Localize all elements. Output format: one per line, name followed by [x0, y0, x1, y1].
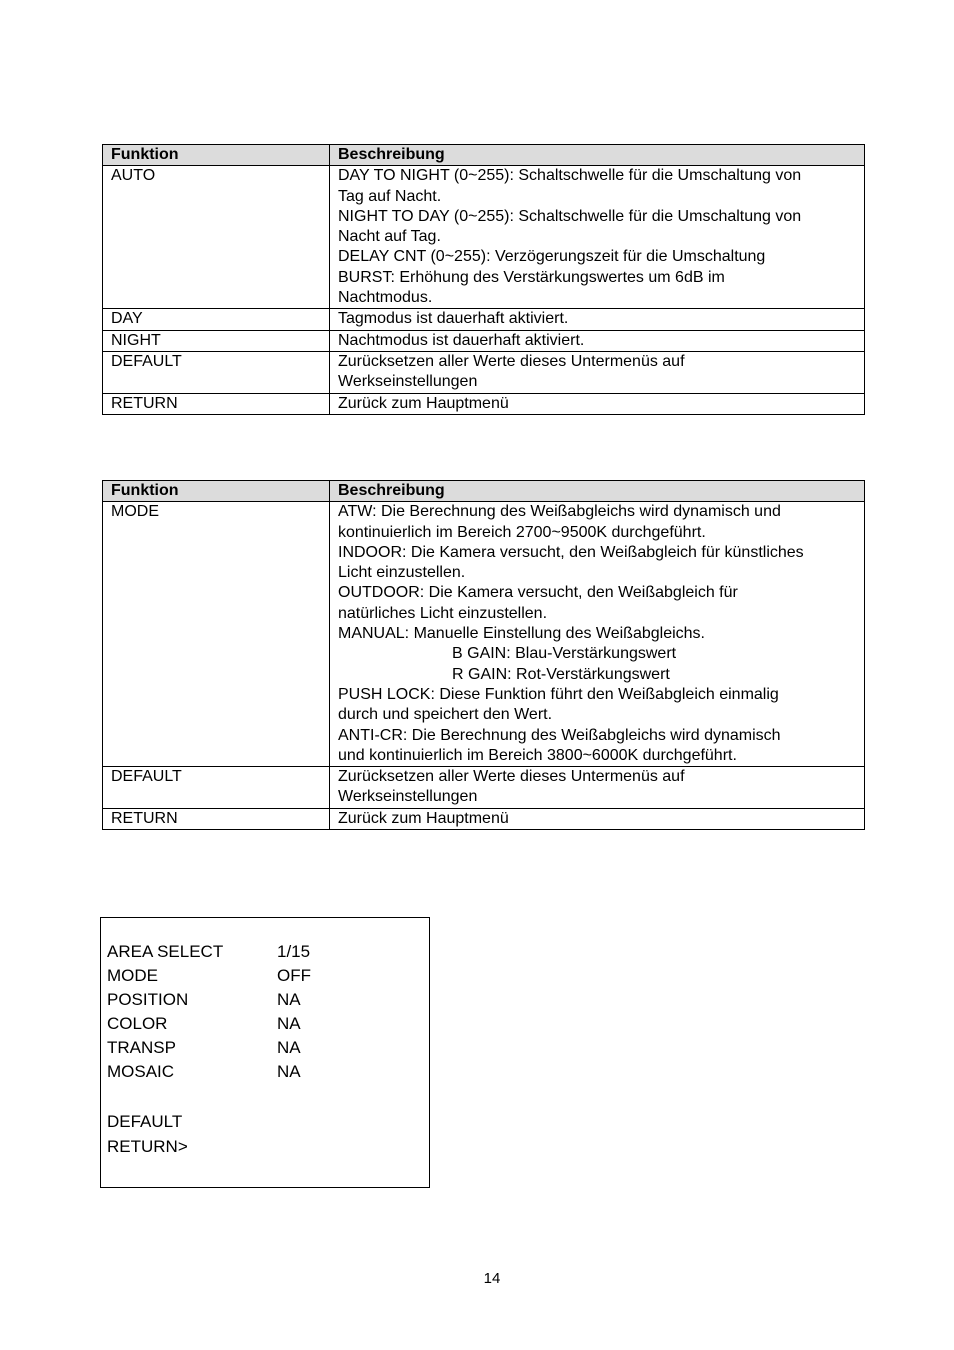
description-line: OUTDOOR: Die Kamera versucht, den Weißabgleich für [338, 584, 738, 602]
description-line: Tag auf Nacht. [338, 187, 442, 205]
description-line: kontinuierlich im Bereich 2700~9500K durchgeführt. [338, 523, 706, 541]
description-line: NIGHT TO DAY (0~255): Schaltschwelle für die Umschaltung von [338, 207, 802, 225]
cell-beschreibung [330, 767, 865, 809]
description-line: Zurücksetzen aller Werte dieses Untermenüs auf [338, 352, 685, 370]
description-line: Zurücksetzen aller Werte dieses Untermenüs auf [338, 768, 685, 786]
description-line: Zurück zum Hauptmenü [338, 809, 509, 827]
table-row [103, 330, 865, 351]
cell-funktion: NIGHT [103, 330, 330, 351]
osd-menu-label: TRANSP [107, 1038, 176, 1057]
osd-menu-item-color [107, 1012, 301, 1036]
description-line: Nachtmodus. [338, 289, 433, 307]
description-line: Zurück zum Hauptmenü [338, 394, 509, 412]
description-line: PUSH LOCK: Diese Funktion führt den Weißabgleich einmalig [338, 685, 779, 703]
osd-menu-value: NA [277, 990, 301, 1009]
page-number: 14 [483, 1270, 501, 1287]
description-line: durch und speichert den Wert. [338, 706, 553, 724]
description-line: Nachtmodus ist dauerhaft aktiviert. [338, 331, 585, 349]
osd-menu-label: MODE [107, 966, 158, 985]
osd-menu-item-mosaic [107, 1060, 301, 1084]
cell-beschreibung [330, 330, 865, 351]
table-header-row [103, 481, 865, 502]
osd-menu-label: COLOR [107, 1014, 168, 1033]
table-row [103, 166, 865, 309]
description-line: Werkseinstellungen [338, 788, 478, 806]
cell-beschreibung [330, 309, 865, 330]
osd-menu-label: MOSAIC [107, 1062, 175, 1081]
description-line: Nacht auf Tag. [338, 228, 441, 246]
osd-menu-item-area-select [107, 940, 310, 964]
description-line: Licht einzustellen. [338, 564, 466, 582]
header-beschreibung: Beschreibung [330, 145, 865, 166]
cell-beschreibung [330, 502, 865, 767]
table-row [103, 351, 865, 393]
osd-menu-value: NA [277, 1038, 301, 1057]
header-beschreibung: Beschreibung [330, 481, 865, 502]
cell-beschreibung [330, 808, 865, 829]
cell-funktion: DEFAULT [103, 767, 330, 809]
osd-menu-item-transp [107, 1036, 301, 1060]
description-line: natürliches Licht einzustellen. [338, 604, 548, 622]
osd-menu-item-mode [107, 964, 311, 988]
table-row [103, 767, 865, 809]
description-line: Tagmodus ist dauerhaft aktiviert. [338, 310, 569, 328]
cell-funktion: DEFAULT [103, 351, 330, 393]
function-table-white-balance [102, 480, 865, 830]
osd-menu-value: 1/15 [277, 942, 311, 961]
osd-menu-item-position [107, 988, 301, 1012]
description-line: und kontinuierlich im Bereich 3800~6000K durchgeführt. [338, 746, 737, 764]
description-line: MANUAL: Manuelle Einstellung des Weißabgleichs. [338, 625, 705, 643]
cell-funktion: MODE [103, 502, 330, 767]
osd-menu-item-return: RETURN> [107, 1137, 188, 1156]
table-row [103, 808, 865, 829]
table-row [103, 309, 865, 330]
osd-menu-label: AREA SELECT [107, 942, 224, 961]
description-line: INDOOR: Die Kamera versucht, den Weißabgleich für künstliches [338, 543, 804, 561]
description-line: R GAIN: Rot-Verstärkungswert [452, 665, 670, 683]
function-table-day-night [102, 144, 865, 415]
cell-funktion: RETURN [103, 808, 330, 829]
description-line: ATW: Die Berechnung des Weißabgleichs wird dynamisch und [338, 503, 781, 521]
osd-menu-box [100, 917, 430, 1188]
description-line: B GAIN: Blau-Verstärkungswert [452, 645, 677, 663]
description-line: BURST: Erhöhung des Verstärkungswertes um 6dB im [338, 268, 725, 286]
description-line: ANTI-CR: Die Berechnung des Weißabgleichs wird dynamisch [338, 726, 781, 744]
description-line: DAY TO NIGHT (0~255): Schaltschwelle für die Umschaltung von [338, 167, 802, 185]
header-funktion: Funktion [103, 145, 330, 166]
osd-menu-label: POSITION [107, 990, 189, 1009]
cell-beschreibung [330, 351, 865, 393]
cell-funktion: AUTO [103, 166, 330, 309]
table-header-row [103, 145, 865, 166]
osd-menu-value: NA [277, 1014, 301, 1033]
table-row [103, 502, 865, 767]
description-line: Werkseinstellungen [338, 373, 478, 391]
osd-menu-item-default: DEFAULT [107, 1112, 183, 1131]
cell-beschreibung [330, 166, 865, 309]
cell-funktion: DAY [103, 309, 330, 330]
cell-beschreibung [330, 393, 865, 414]
header-funktion: Funktion [103, 481, 330, 502]
osd-menu-value: NA [277, 1062, 301, 1081]
cell-funktion: RETURN [103, 393, 330, 414]
description-line: DELAY CNT (0~255): Verzögerungszeit für die Umschaltung [338, 248, 766, 266]
osd-menu-value: OFF [277, 966, 311, 985]
table-row [103, 393, 865, 414]
